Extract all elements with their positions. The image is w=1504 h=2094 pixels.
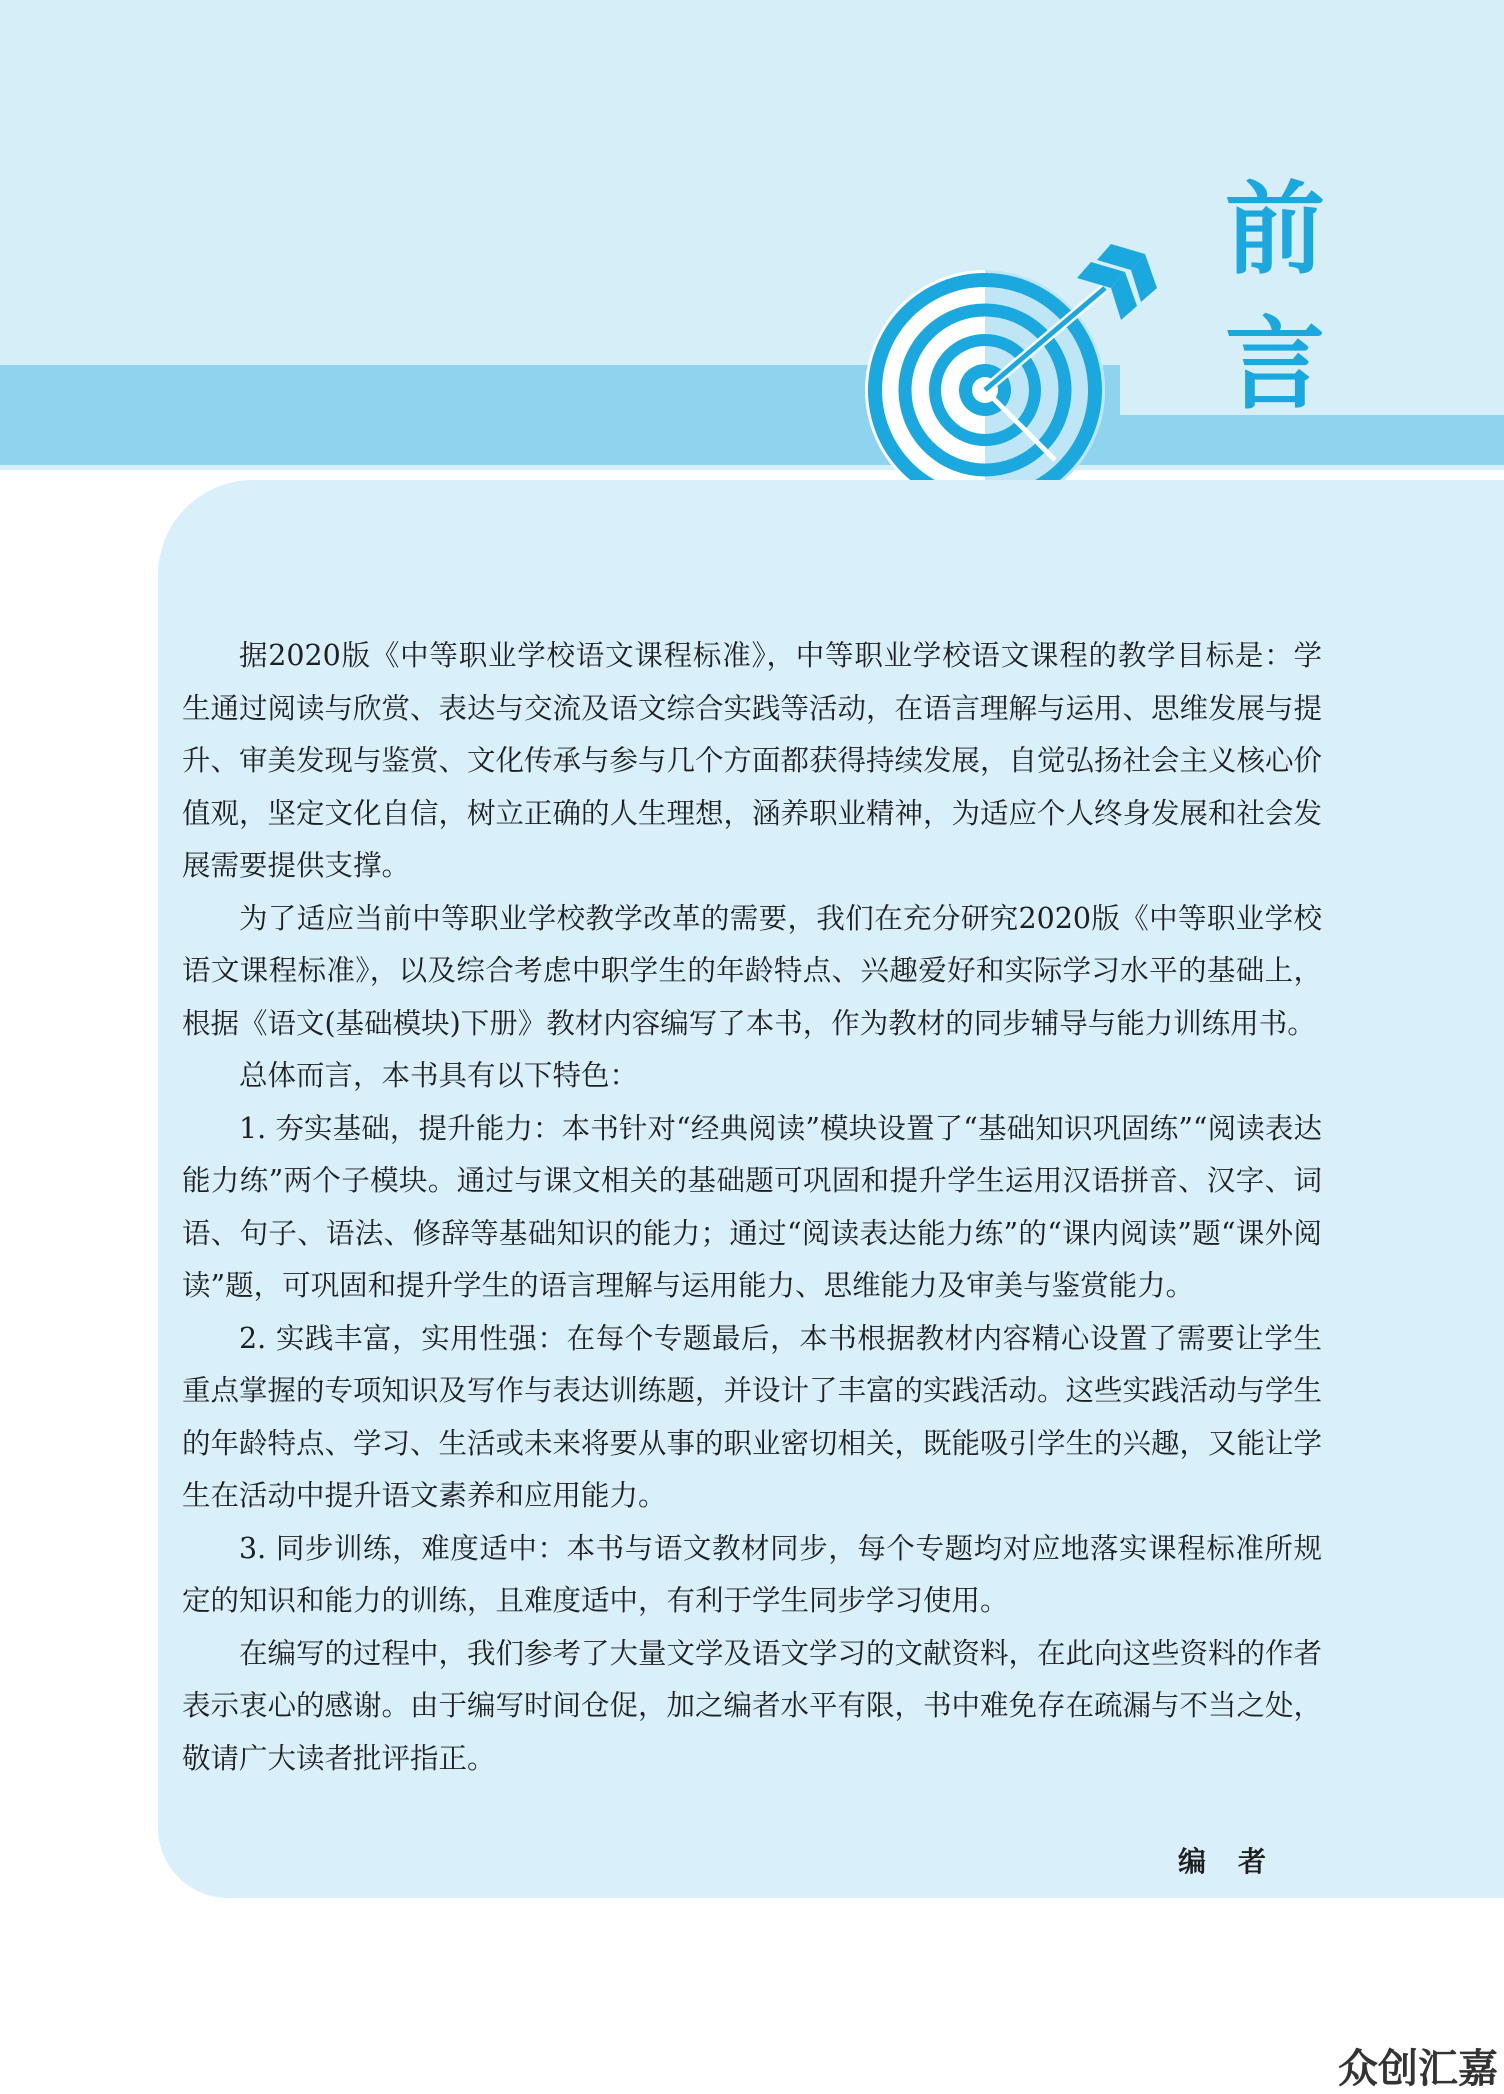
- paragraph-3: 总体而言，本书具有以下特色：: [239, 1059, 639, 1092]
- paragraph-6: 3. 同步训练，难度适中：本书与语文教材同步，每个专题均对应地落实课程标准所规定的知识和能力的训练，且难度适中，有利于学生同步学习使用。: [182, 1531, 1322, 1617]
- paragraph-4: 1. 夯实基础，提升能力：本书针对“经典阅读”模块设置了“基础知识巩固练”“阅读表达能力练”两个子模块。通过与课文相关的基础题可巩固和提升学生运用汉语拼音、汉字、词语、句子、语法、修辞等基础知识的能力；通过“阅读表达能力练”的“课内阅读”题“课外阅读”题，可巩固和提升学生的语言理解与运用能力、思维能力及审美与鉴赏能力。: [182, 1111, 1322, 1302]
- paragraph-2: 为了适应当前中等职业学校教学改革的需要，我们在充分研究2020版《中等职业学校语文课程标准》，以及综合考虑中职学生的年龄特点、兴趣爱好和实际学习水平的基础上，根据《语文(基础模块)下册》教材内容编写了本书，作为教材的同步辅导与能力训练用书。: [182, 901, 1322, 1040]
- page-title-line-2: 言: [1225, 306, 1325, 423]
- watermark: 众创汇嘉: [1338, 2046, 1498, 2092]
- target-arrow-icon: [855, 230, 1195, 520]
- preface-body: [182, 630, 1322, 1785]
- paragraph-1: 据2020版《中等职业学校语文课程标准》，中等职业学校语文课程的教学目标是：学生通过阅读与欣赏、表达与交流及语文综合实践等活动，在语言理解与运用、思维发展与提升、审美发现与鉴赏、文化传承与参与几个方面都获得持续发展，自觉弘扬社会主义核心价值观，坚定文化自信，树立正确的人生理想，涵养职业精神，为适应个人终身发展和社会发展需要提供支撑。: [182, 639, 1323, 882]
- page-title-line-1: 前: [1225, 171, 1325, 288]
- author-signature: 编者: [1178, 1845, 1299, 1878]
- paragraph-5: 2. 实践丰富，实用性强：在每个专题最后，本书根据教材内容精心设置了需要让学生重点掌握的专项知识及写作与表达训练题，并设计了丰富的实践活动。这些实践活动与学生的年龄特点、学习、生活或未来将要从事的职业密切相关，既能吸引学生的兴趣，又能让学生在活动中提升语文素养和应用能力。: [182, 1321, 1323, 1512]
- paragraph-7: 在编写的过程中，我们参考了大量文学及语文学习的文献资料，在此向这些资料的作者表示衷心的感谢。由于编写时间仓促，加之编者水平有限，书中难免存在疏漏与不当之处，敬请广大读者批评指正。: [182, 1636, 1323, 1775]
